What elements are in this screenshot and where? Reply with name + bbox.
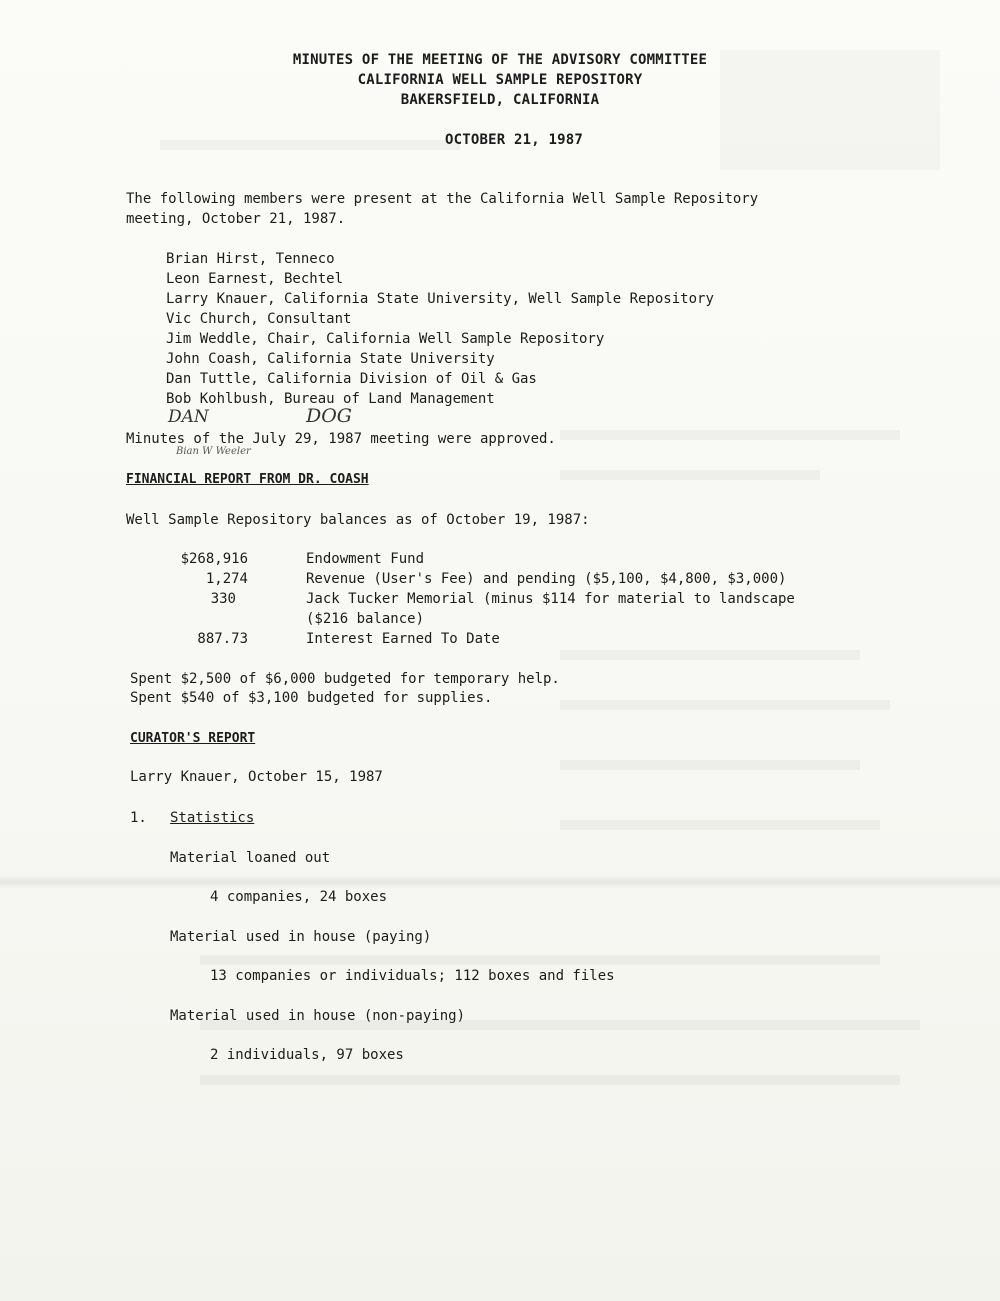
financial-report-heading: FINANCIAL REPORT FROM DR. COASH bbox=[126, 472, 369, 487]
statistic-detail: 2 individuals, 97 boxes bbox=[210, 1047, 404, 1063]
list-item: Dan Tuttle, California Division of Oil & Gas bbox=[166, 371, 537, 387]
list-item: Leon Earnest, Bechtel bbox=[166, 271, 344, 287]
balance-description: Interest Earned To Date bbox=[306, 631, 500, 647]
paper-fold-crease bbox=[0, 875, 1000, 889]
balance-description: Revenue (User's Fee) and pending ($5,100, $4,800, $3,000) bbox=[306, 571, 787, 587]
title-line-3: BAKERSFIELD, CALIFORNIA bbox=[400, 92, 600, 108]
handwritten-note-signature: Bian W Weeler bbox=[176, 446, 251, 457]
balance-description: ($216 balance) bbox=[306, 611, 425, 627]
meeting-date: OCTOBER 21, 1987 bbox=[444, 132, 584, 148]
list-item: Jim Weddle, Chair, California Well Sample Repository bbox=[166, 331, 605, 347]
minutes-approved: Minutes of the July 29, 1987 meeting were approved. bbox=[126, 431, 556, 447]
list-item: Larry Knauer, California State University, Well Sample Repository bbox=[166, 291, 714, 307]
item-number: 1. bbox=[130, 810, 147, 826]
title-line-2: CALIFORNIA WELL SAMPLE REPOSITORY bbox=[357, 72, 643, 88]
balance-amount: 1,274 bbox=[205, 571, 248, 587]
list-item: Bob Kohlbush, Bureau of Land Management bbox=[166, 391, 495, 407]
title-line-1: MINUTES OF THE MEETING OF THE ADVISORY COMMITTEE bbox=[292, 52, 708, 68]
statistic-detail: 13 companies or individuals; 112 boxes and files bbox=[210, 968, 615, 984]
handwritten-note-dog: DOG bbox=[306, 405, 352, 427]
list-item: Brian Hirst, Tenneco bbox=[166, 251, 335, 267]
item-title-statistics: Statistics bbox=[170, 810, 255, 826]
balance-amount: 330 bbox=[210, 591, 236, 607]
handwritten-note-dan: DAN bbox=[168, 407, 209, 427]
intro-line-1: The following members were present at the California Well Sample Repository bbox=[126, 191, 759, 207]
balances-line: Well Sample Repository balances as of October 19, 1987: bbox=[126, 512, 590, 528]
curator-byline: Larry Knauer, October 15, 1987 bbox=[130, 769, 383, 785]
curator-report-heading: CURATOR'S REPORT bbox=[130, 731, 256, 746]
list-item: Vic Church, Consultant bbox=[166, 311, 352, 327]
spent-temporary-help: Spent $2,500 of $6,000 budgeted for temporary help. bbox=[130, 671, 560, 687]
statistic-detail: 4 companies, 24 boxes bbox=[210, 889, 388, 905]
statistic-label: Material loaned out bbox=[170, 850, 331, 866]
balance-amount: 887.73 bbox=[197, 631, 248, 647]
balance-description: Endowment Fund bbox=[306, 551, 425, 567]
list-item: John Coash, California State University bbox=[166, 351, 495, 367]
spent-supplies: Spent $540 of $3,100 budgeted for supplies. bbox=[130, 690, 493, 706]
intro-line-2: meeting, October 21, 1987. bbox=[126, 211, 346, 227]
balance-description: Jack Tucker Memorial (minus $114 for material to landscape bbox=[306, 591, 795, 607]
balance-amount: $268,916 bbox=[180, 551, 248, 567]
statistic-label: Material used in house (non-paying) bbox=[170, 1008, 466, 1024]
statistic-label: Material used in house (paying) bbox=[170, 929, 432, 945]
